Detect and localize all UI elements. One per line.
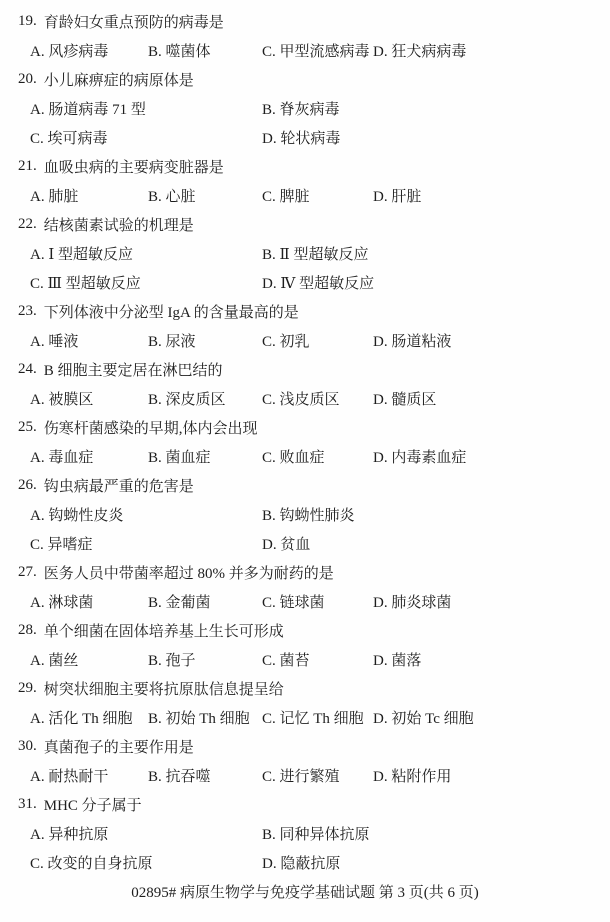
q22-option-a: A. Ⅰ 型超敏反应 [30, 247, 134, 263]
question-25-number: 25. [18, 419, 37, 435]
q20-option-c: C. 埃可病毒 [30, 131, 108, 147]
q25-option-d: D. 内毒素血症 [373, 450, 467, 466]
question-30-number: 30. [18, 738, 37, 754]
question-31 [0, 790, 610, 819]
question-21-text: 血吸虫病的主要病变脏器是 [43, 160, 224, 176]
q22-option-c: C. Ⅲ 型超敏反应 [30, 276, 141, 292]
q29-option-a: A. 活化 Th 细胞 [30, 711, 133, 727]
q19-option-d: D. 狂犬病病毒 [373, 44, 467, 60]
question-21-options [0, 181, 610, 210]
q23-option-d: D. 肠道粘液 [373, 334, 452, 350]
q24-option-a: A. 被膜区 [30, 392, 94, 408]
question-20-text: 小儿麻痹症的病原体是 [43, 73, 194, 89]
q28-option-c: C. 菌苔 [262, 653, 310, 669]
q25-option-b: B. 菌血症 [148, 450, 211, 466]
question-23-options [0, 326, 610, 355]
question-20-options-ab [0, 94, 610, 123]
question-24-text: B 细胞主要定居在淋巴结的 [43, 363, 223, 379]
q27-option-d: D. 肺炎球菌 [373, 595, 452, 611]
question-29-text: 树突状细胞主要将抗原肽信息提呈给 [43, 682, 284, 698]
question-19-number: 19. [18, 13, 37, 29]
q24-option-b: B. 深皮质区 [148, 392, 226, 408]
q23-option-c: C. 初乳 [262, 334, 310, 350]
q23-option-a: A. 唾液 [30, 334, 79, 350]
question-30-text: 真菌孢子的主要作用是 [43, 740, 194, 756]
q24-option-c: C. 浅皮质区 [262, 392, 340, 408]
question-22-number: 22. [18, 216, 37, 232]
question-24-options [0, 384, 610, 413]
question-23 [0, 297, 610, 326]
question-24 [0, 355, 610, 384]
question-26-options-cd [0, 529, 610, 558]
q31-option-d: D. 隐蔽抗原 [262, 856, 341, 872]
q28-option-b: B. 孢子 [148, 653, 196, 669]
q20-option-d: D. 轮状病毒 [262, 131, 341, 147]
question-28-number: 28. [18, 622, 37, 638]
question-23-number: 23. [18, 303, 37, 319]
question-26-number: 26. [18, 477, 37, 493]
question-22-text: 结核菌素试验的机理是 [43, 218, 194, 234]
q30-option-b: B. 抗吞噬 [148, 769, 211, 785]
q20-option-b: B. 脊灰病毒 [262, 102, 340, 118]
question-31-options-ab [0, 819, 610, 848]
question-24-number: 24. [18, 361, 37, 377]
q27-option-a: A. 淋球菌 [30, 595, 94, 611]
q30-option-d: D. 粘附作用 [373, 769, 452, 785]
q31-option-a: A. 异种抗原 [30, 827, 109, 843]
question-25-text: 伤寒杆菌感染的早期,体内会出现 [43, 421, 258, 437]
q26-option-c: C. 异嗜症 [30, 537, 93, 553]
question-25-options [0, 442, 610, 471]
question-27-text: 医务人员中带菌率超过 80% 并多为耐药的是 [43, 566, 334, 582]
question-30 [0, 732, 610, 761]
q28-option-d: D. 菌落 [373, 653, 422, 669]
q22-option-b: B. Ⅱ 型超敏反应 [262, 247, 369, 263]
question-28-text: 单个细菌在固体培养基上生长可形成 [43, 624, 284, 640]
q28-option-a: A. 菌丝 [30, 653, 79, 669]
question-26 [0, 471, 610, 500]
question-27-options [0, 587, 610, 616]
q27-option-b: B. 金葡菌 [148, 595, 211, 611]
q26-option-d: D. 贫血 [262, 537, 311, 553]
question-29-number: 29. [18, 680, 37, 696]
q29-option-b: B. 初始 Th 细胞 [148, 711, 250, 727]
question-20-number: 20. [18, 71, 37, 87]
question-19 [0, 7, 610, 36]
question-26-text: 钩虫病最严重的危害是 [43, 479, 194, 495]
q21-option-c: C. 脾脏 [262, 189, 310, 205]
question-21 [0, 152, 610, 181]
question-20 [0, 65, 610, 94]
q25-option-c: C. 败血症 [262, 450, 325, 466]
question-25 [0, 413, 610, 442]
question-31-text: MHC 分子属于 [43, 798, 142, 814]
question-20-options-cd [0, 123, 610, 152]
q26-option-a: A. 钩蚴性皮炎 [30, 508, 124, 524]
question-19-text: 育龄妇女重点预防的病毒是 [43, 15, 224, 31]
q20-option-a: A. 肠道病毒 71 型 [30, 102, 146, 118]
question-26-options-ab [0, 500, 610, 529]
question-30-options [0, 761, 610, 790]
q25-option-a: A. 毒血症 [30, 450, 94, 466]
q21-option-a: A. 肺脏 [30, 189, 79, 205]
question-21-number: 21. [18, 158, 37, 174]
question-22-options-ab [0, 239, 610, 268]
q21-option-d: D. 肝脏 [373, 189, 422, 205]
page-footer: 02895# 病原生物学与免疫学基础试题 第 3 页(共 6 页) [131, 885, 479, 901]
question-27-number: 27. [18, 564, 37, 580]
q27-option-c: C. 链球菌 [262, 595, 325, 611]
q19-option-b: B. 噬菌体 [148, 44, 211, 60]
question-22-options-cd [0, 268, 610, 297]
question-29 [0, 674, 610, 703]
question-28-options [0, 645, 610, 674]
question-23-text: 下列体液中分泌型 IgA 的含量最高的是 [43, 305, 299, 321]
q30-option-c: C. 进行繁殖 [262, 769, 340, 785]
question-31-number: 31. [18, 796, 37, 812]
question-27 [0, 558, 610, 587]
q31-option-c: C. 改变的自身抗原 [30, 856, 153, 872]
q19-option-a: A. 风疹病毒 [30, 44, 109, 60]
q26-option-b: B. 钩蚴性肺炎 [262, 508, 355, 524]
q30-option-a: A. 耐热耐干 [30, 769, 109, 785]
q24-option-d: D. 髓质区 [373, 392, 437, 408]
q19-option-c: C. 甲型流感病毒 [262, 44, 370, 60]
q22-option-d: D. Ⅳ 型超敏反应 [262, 276, 375, 292]
q23-option-b: B. 尿液 [148, 334, 196, 350]
question-31-options-cd [0, 848, 610, 877]
question-22 [0, 210, 610, 239]
q29-option-c: C. 记忆 Th 细胞 [262, 711, 364, 727]
question-29-options [0, 703, 610, 732]
question-28 [0, 616, 610, 645]
q29-option-d: D. 初始 Tc 细胞 [373, 711, 474, 727]
q31-option-b: B. 同种异体抗原 [262, 827, 370, 843]
question-19-options [0, 36, 610, 65]
q21-option-b: B. 心脏 [148, 189, 196, 205]
